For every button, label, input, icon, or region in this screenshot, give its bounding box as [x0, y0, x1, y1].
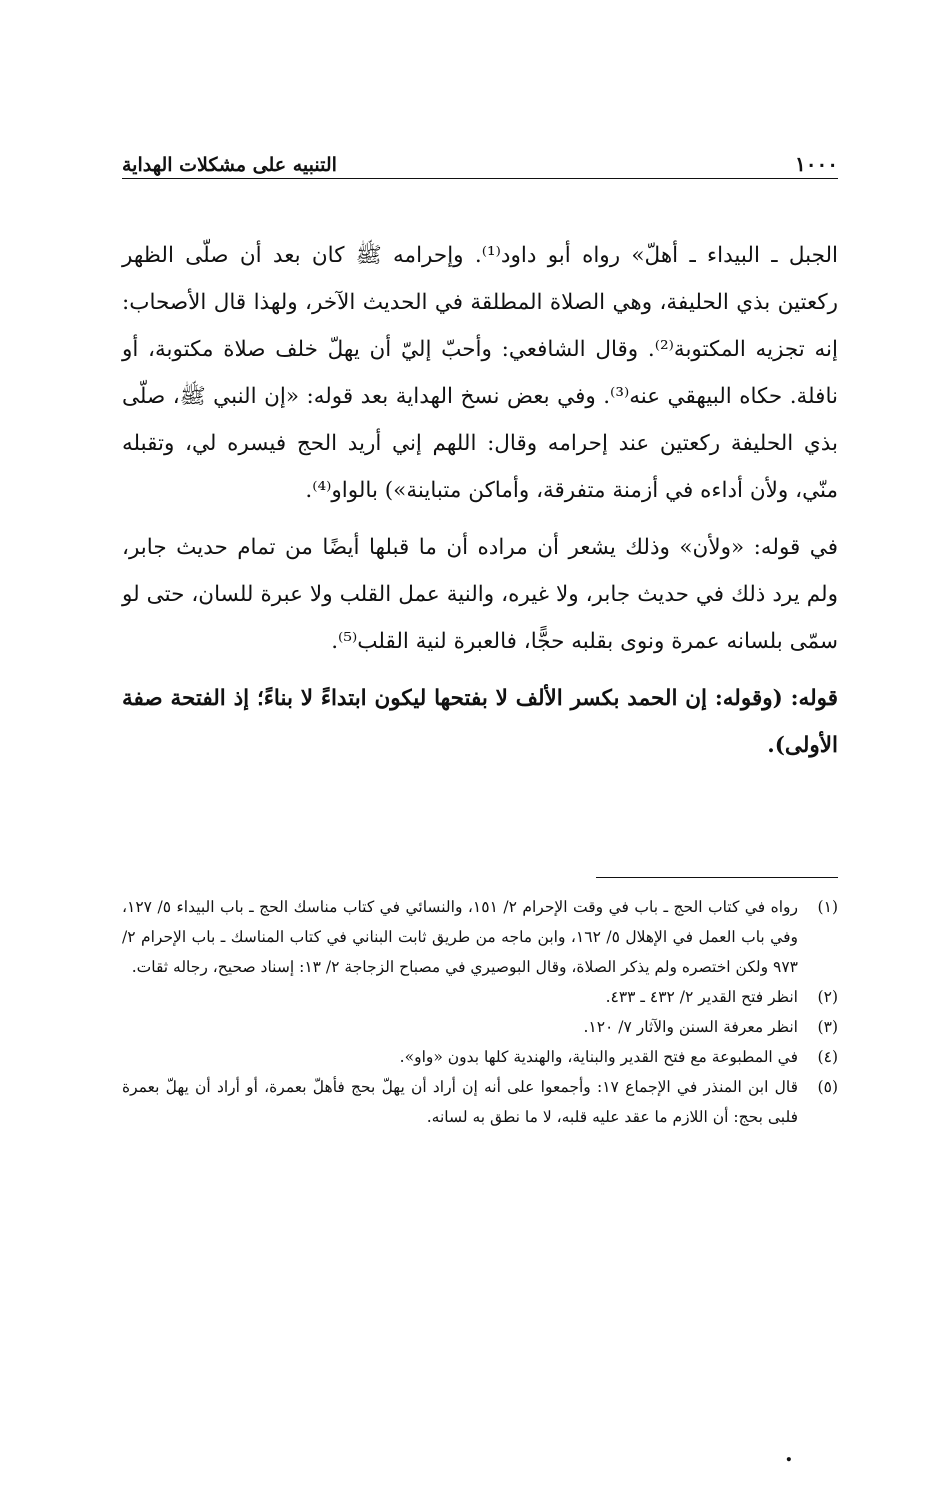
- footnote-1: [122, 892, 838, 982]
- footnote-5: [122, 1072, 838, 1132]
- running-head: [122, 142, 838, 176]
- footnote-4: [122, 1042, 838, 1072]
- footnote-mark: (٣): [817, 1018, 838, 1036]
- footnote-mark: (٥): [817, 1078, 838, 1096]
- footnote-text: في المطبوعة مع فتح القدير والبناية، والهندية كلها بدون «واو».: [399, 1048, 798, 1066]
- footnote-mark: (٤): [817, 1048, 838, 1066]
- footnote-rule: [596, 877, 838, 878]
- footnote-2: [122, 982, 838, 1012]
- paragraph-3-quote: قوله: (وقوله: إن الحمد بكسر الألف لا بفتحها ليكون ابتداءً لا بناءً؛ إذ الفتحة صفة الأولى).: [122, 686, 838, 758]
- page-number: ١٠٠٠: [795, 152, 838, 176]
- main-text: [122, 232, 838, 769]
- footnotes: [122, 892, 838, 1132]
- running-title: التنبيه على مشكلات الهداية: [122, 154, 337, 176]
- header-rule: [122, 178, 838, 179]
- footnote-text: انظر فتح القدير ٢/ ٤٣٢ ـ ٤٣٣.: [605, 988, 798, 1006]
- footnote-text: انظر معرفة السنن والآثار ٧/ ١٢٠.: [583, 1018, 798, 1036]
- footnote-mark: (١): [817, 898, 838, 916]
- paragraph-2: في قوله: «ولأن» وذلك يشعر أن مراده أن ما قبلها أيضًا من تمام حديث جابر، ولم يرد ذلك في حديث جابر، ولا غيره، والنية عمل القلب ولا عبرة للسان، حتى لو سمّى بلسانه عمرة ونوى بقلبه حجًّا، فالعبرة لنية القلب⁽⁵⁾.: [122, 535, 838, 654]
- footnote-3: [122, 1012, 838, 1042]
- footnote-text: قال ابن المنذر في الإجماع ١٧: وأجمعوا على أنه إن أراد أن يهلّ بحج فأهلّ بعمرة، أو أراد أن يهلّ بعمرة فلبى بحج: أن اللازم ما عقد عليه قلبه، لا ما نطق به لسانه.: [122, 1078, 798, 1126]
- footnote-mark: (٢): [817, 988, 838, 1006]
- paragraph-1: الجبل ـ البيداء ـ أهلّ» رواه أبو داود⁽¹⁾. وإحرامه ﷺ كان بعد أن صلّى الظهر ركعتين بذي الحليفة، وهي الصلاة المطلقة في الحديث الآخر، ولهذا قال الأصحاب: إنه تجزيه المكتوبة⁽²⁾. وقال الشافعي: وأحبّ إليّ أن يهلّ خلف صلاة مكتوبة، أو نافلة. حكاه البيهقي عنه⁽³⁾. وفي بعض نسخ الهداية بعد قوله: «إن النبي ﷺ، صلّى بذي الحليفة ركعتين عند إحرامه وقال: اللهم إني أريد الحج فيسره لي، وتقبله منّي، ولأن أداءه في أزمنة متفرقة، وأماكن متباينة») بالواو⁽⁴⁾.: [122, 243, 838, 503]
- bottom-mark: .: [785, 1441, 793, 1467]
- footnote-text: رواه في كتاب الحج ـ باب في وقت الإحرام ٢/ ١٥١، والنسائي في كتاب مناسك الحج ـ باب البيداء ٥/ ١٢٧، وفي باب العمل في الإهلال ٥/ ١٦٢، وابن ماجه من طريق ثابت البناني في كتاب المناسك ـ باب الإحرام ٢/ ٩٧٣ ولكن اختصره ولم يذكر الصلاة، وقال البوصيري في مصباح الزجاجة ٢/ ١٣: إسناد صحيح، رجاله ثقات.: [122, 898, 798, 976]
